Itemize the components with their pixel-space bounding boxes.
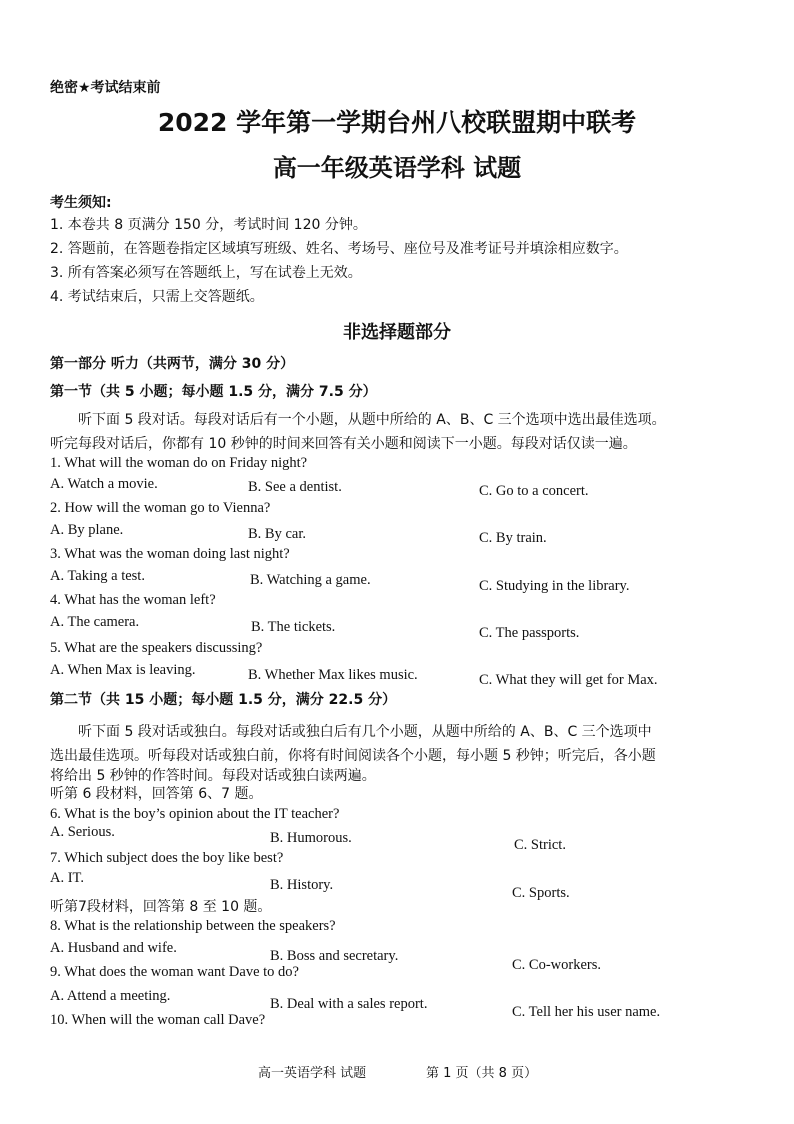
section2-instruction: 听下面 5 段对话或独白。每段对话或独白后有几个小题，从题中所给的 A、B、C 三个选项中 (78, 724, 652, 740)
part1-title: 第一部分 听力（共两节，满分 30 分） (50, 356, 295, 372)
section1-instruction: 听完每段对话后，你都有 10 秒钟的时间来回答有关小题和阅读下一小题。每段对话仅读一遍。 (50, 436, 637, 452)
option-c: C. Go to a concert. (479, 483, 589, 499)
confidential-mark: 绝密★考试结束前 (50, 80, 161, 96)
material-note: 听第7段材料，回答第 8 至 10 题。 (50, 899, 272, 915)
question-stem: 9. What does the woman want Dave to do? (50, 964, 299, 980)
exam-subtitle: 高一年级英语学科 试题 (272, 154, 522, 182)
section2-instruction: 将给出 5 秒钟的作答时间。每段对话或独白读两遍。 (50, 768, 376, 784)
option-c: C. By train. (479, 530, 547, 546)
option-a: A. By plane. (50, 522, 124, 538)
option-b: B. Boss and secretary. (270, 948, 399, 964)
option-b: B. The tickets. (251, 619, 336, 635)
question-stem: 10. When will the woman call Dave? (50, 1012, 266, 1028)
question-stem: 3. What was the woman doing last night? (50, 546, 290, 562)
option-c: C. Studying in the library. (479, 578, 630, 594)
section1-title: 第一节（共 5 小题；每小题 1.5 分，满分 7.5 分） (50, 384, 377, 400)
notice-item: 1. 本卷共 8 页满分 150 分，考试时间 120 分钟。 (50, 217, 367, 233)
option-b: B. Watching a game. (250, 572, 371, 588)
question-stem: 6. What is the boy’s opinion about the IT teacher? (50, 806, 340, 822)
option-c: C. Co-workers. (512, 957, 602, 973)
material-note: 听第 6 段材料，回答第 6、7 题。 (50, 786, 263, 802)
question-stem: 1. What will the woman do on Friday night? (50, 455, 308, 471)
option-a: A. Husband and wife. (50, 940, 177, 956)
option-b: B. By car. (248, 526, 306, 542)
option-a: A. Watch a movie. (50, 476, 158, 492)
option-a: A. IT. (50, 870, 84, 886)
section-title: 非选择题部分 (343, 322, 451, 343)
option-b: B. History. (270, 877, 334, 893)
option-a: A. The camera. (50, 614, 140, 630)
question-stem: 2. How will the woman go to Vienna? (50, 500, 271, 516)
question-stem: 7. Which subject does the boy like best? (50, 850, 284, 866)
option-c: C. The passports. (479, 625, 580, 641)
page-number: 第 1 页（共 8 页） (426, 1066, 538, 1081)
option-c: C. What they will get for Max. (479, 672, 658, 688)
option-b: B. Humorous. (270, 830, 352, 846)
question-stem: 5. What are the speakers discussing? (50, 640, 263, 656)
question-stem: 4. What has the woman left? (50, 592, 216, 608)
notice-heading: 考生须知: (50, 195, 112, 211)
option-a: A. Attend a meeting. (50, 988, 171, 1004)
section2-title: 第二节（共 15 小题；每小题 1.5 分，满分 22.5 分） (50, 692, 397, 708)
section2-instruction: 选出最佳选项。听每段对话或独白前，你将有时间阅读各个小题，每小题 5 秒钟；听完后，各小题 (50, 748, 656, 764)
option-a: A. When Max is leaving. (50, 662, 196, 678)
question-stem: 8. What is the relationship between the speakers? (50, 918, 336, 934)
exam-title: 2022 学年第一学期台州八校联盟期中联考 (157, 108, 637, 137)
option-c: C. Tell her his user name. (512, 1004, 661, 1020)
option-c: C. Strict. (514, 837, 566, 853)
option-c: C. Sports. (512, 885, 570, 901)
notice-item: 4. 考试结束后，只需上交答题纸。 (50, 289, 264, 305)
section1-instruction: 听下面 5 段对话。每段对话后有一个小题，从题中所给的 A、B、C 三个选项中选出最佳选项。 (78, 412, 666, 428)
option-b: B. See a dentist. (248, 479, 342, 495)
option-a: A. Taking a test. (50, 568, 145, 584)
notice-item: 2. 答题前，在答题卷指定区域填写班级、姓名、考场号、座位号及准考证号并填涂相应数字。 (50, 241, 628, 257)
option-b: B. Whether Max likes music. (248, 667, 418, 683)
notice-item: 3. 所有答案必须写在答题纸上，写在试卷上无效。 (50, 265, 362, 281)
option-a: A. Serious. (50, 824, 115, 840)
option-b: B. Deal with a sales report. (270, 996, 428, 1012)
footer-subject: 高一英语学科 试题 (258, 1066, 367, 1081)
